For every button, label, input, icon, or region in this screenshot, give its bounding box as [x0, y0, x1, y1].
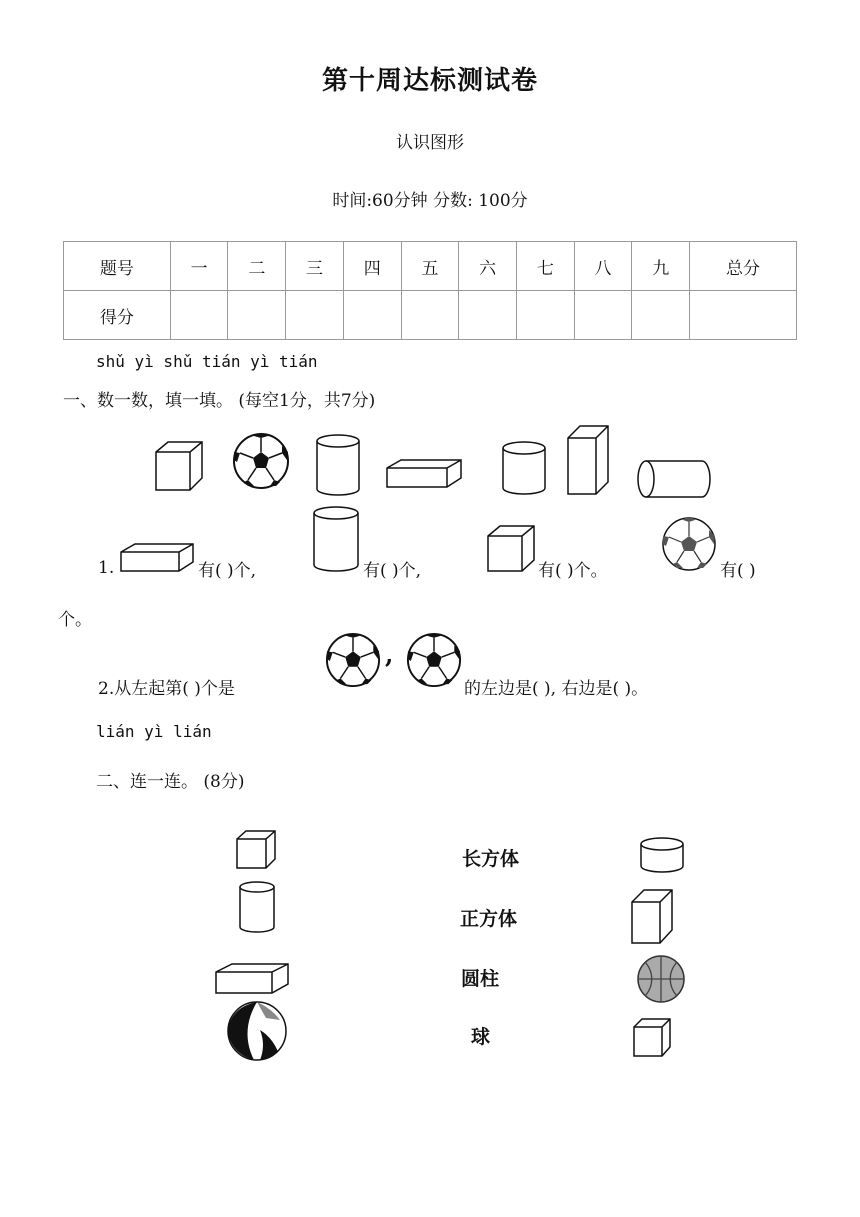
- cylinder-icon[interactable]: [237, 881, 277, 935]
- table-cell: 二: [228, 242, 286, 291]
- label-cube[interactable]: 正方体: [460, 908, 518, 930]
- soccer-ball-icon: [406, 632, 462, 688]
- page-title: 第十周达标测试卷: [321, 66, 538, 96]
- page-subtitle: 认识图形: [396, 133, 464, 153]
- cylinder-icon: [314, 433, 362, 499]
- soccer-ball-icon: [232, 432, 290, 490]
- score-entry-cell[interactable]: [516, 291, 574, 340]
- score-entry-cell[interactable]: [170, 291, 228, 340]
- score-table-header-row: [64, 242, 797, 291]
- score-entry-cell[interactable]: [690, 291, 797, 340]
- q1-tail: 个。: [58, 610, 92, 630]
- q1-number: 1.: [98, 558, 115, 578]
- short-cylinder-icon[interactable]: [638, 836, 686, 876]
- table-cell: 三: [286, 242, 344, 291]
- cuboid-icon: [119, 542, 195, 574]
- soccer-ball-icon: [325, 632, 381, 688]
- cylinder-icon: [311, 505, 361, 575]
- cube-icon: [486, 524, 538, 574]
- score-entry-cell[interactable]: [228, 291, 286, 340]
- cuboid-icon: [385, 458, 465, 490]
- cube-icon: [150, 440, 210, 496]
- label-cuboid[interactable]: 长方体: [462, 848, 520, 870]
- cylinder-icon: [500, 440, 548, 498]
- section1-pinyin: shǔ yì shǔ tián yì tián: [96, 352, 318, 371]
- beach-ball-icon[interactable]: [226, 1000, 288, 1062]
- section2-pinyin: lián yì lián: [96, 722, 212, 741]
- lying-cylinder-icon: [636, 458, 712, 500]
- score-entry-cell[interactable]: [401, 291, 459, 340]
- cuboid-icon[interactable]: [214, 962, 292, 996]
- score-table: [63, 241, 797, 340]
- score-table-score-row: [64, 291, 797, 340]
- score-entry-cell[interactable]: [632, 291, 690, 340]
- score-entry-cell[interactable]: [574, 291, 632, 340]
- tall-cuboid-icon[interactable]: [630, 888, 676, 946]
- q2-blank-neighbors[interactable]: 的左边是( ), 右边是( )。: [464, 679, 649, 699]
- score-entry-cell[interactable]: [343, 291, 401, 340]
- label-ball[interactable]: 球: [471, 1026, 491, 1048]
- table-cell: 四: [343, 242, 401, 291]
- basketball-icon[interactable]: [636, 954, 686, 1004]
- q1-blank-cylinder[interactable]: 有( )个,: [363, 561, 422, 581]
- label-cylinder[interactable]: 圆柱: [461, 968, 500, 990]
- table-cell: 一: [170, 242, 228, 291]
- table-cell: 八: [574, 242, 632, 291]
- q2-blank-position[interactable]: 2.从左起第( )个是: [98, 679, 235, 699]
- soccer-ball-icon: [661, 516, 717, 572]
- q1-blank-cuboid[interactable]: 有( )个,: [198, 561, 257, 581]
- table-cell: 总分: [690, 242, 797, 291]
- cube-icon[interactable]: [235, 829, 279, 871]
- q2-comma: ,: [385, 640, 394, 669]
- table-cell: 七: [516, 242, 574, 291]
- tall-cuboid-icon: [564, 424, 612, 496]
- score-entry-cell[interactable]: [459, 291, 517, 340]
- section2-heading: 二、连一连。 (8分): [96, 772, 245, 792]
- table-cell: 得分: [64, 291, 171, 340]
- table-cell: 五: [401, 242, 459, 291]
- q1-blank-ball[interactable]: 有( ): [720, 561, 756, 581]
- table-cell: 九: [632, 242, 690, 291]
- table-cell: 题号: [64, 242, 171, 291]
- table-cell: 六: [459, 242, 517, 291]
- score-entry-cell[interactable]: [286, 291, 344, 340]
- cube-icon[interactable]: [632, 1017, 674, 1059]
- section1-heading: 一、数一数，填一填。 (每空1分，共7分): [63, 391, 376, 411]
- q1-blank-cube[interactable]: 有( )个。: [538, 561, 608, 581]
- time-score-info: 时间:60分钟 分数: 100分: [332, 191, 528, 211]
